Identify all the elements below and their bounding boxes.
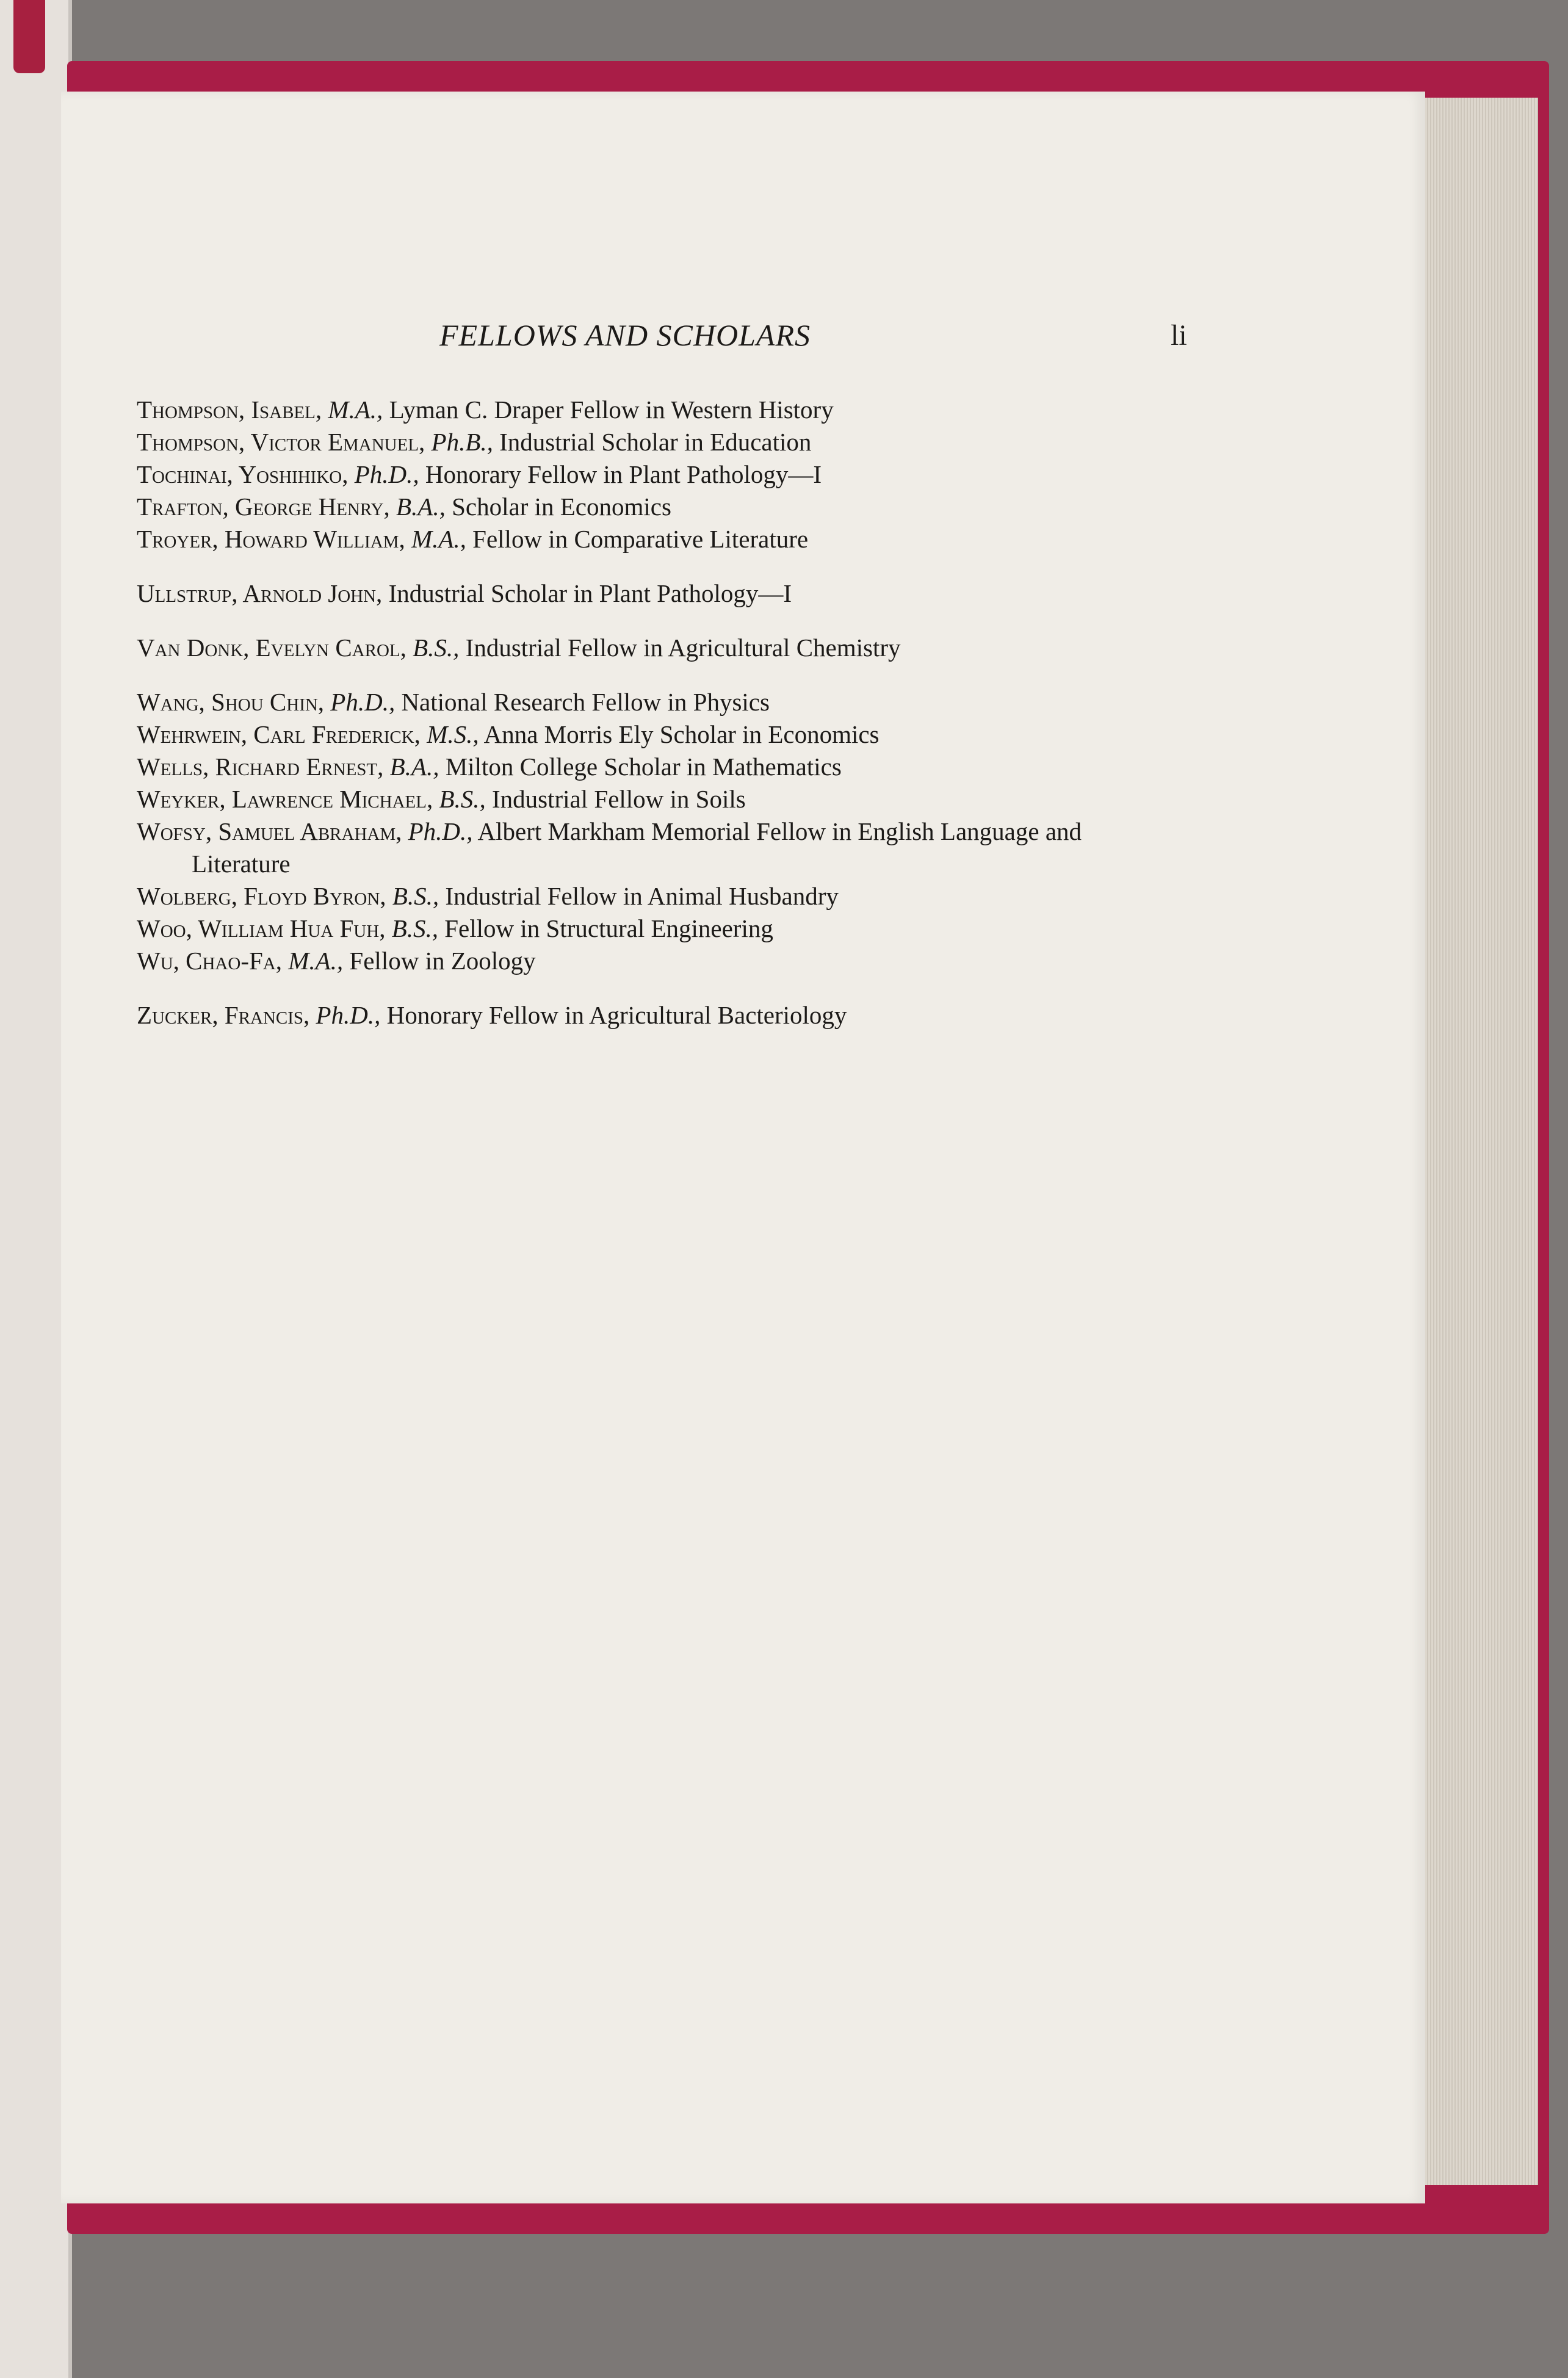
list-item: Thompson, Isabel, M.A., Lyman C. Draper Fellow in Western History [137, 396, 834, 424]
list-item: Wolberg, Floyd Byron, B.S., Industrial Fellow in Animal Husbandry [137, 882, 839, 910]
running-header: FELLOWS AND SCHOLARS [439, 318, 811, 352]
list-item: Troyer, Howard William, M.A., Fellow in Comparative Literature [137, 525, 809, 553]
list-item: Trafton, George Henry, B.A., Scholar in Economics [137, 493, 671, 521]
list-item: Van Donk, Evelyn Carol, B.S., Industrial Fellow in Agricultural Chemistry [137, 634, 901, 662]
list-item: Wofsy, Samuel Abraham, Ph.D., Albert Markham Memorial Fellow in English Language and Literature [137, 817, 1082, 878]
fellows-list [137, 394, 1162, 1032]
list-item: Wells, Richard Ernest, B.A., Milton College Scholar in Mathematics [137, 753, 842, 781]
bookmark-ribbon [13, 0, 45, 73]
list-item: Tochinai, Yoshihiko, Ph.D., Honorary Fellow in Plant Pathology—I [137, 460, 822, 488]
page-number: li [1171, 319, 1187, 352]
list-item: Ullstrup, Arnold John, Industrial Scholar in Plant Pathology—I [137, 579, 792, 607]
list-item: Wang, Shou Chin, Ph.D., National Research Fellow in Physics [137, 688, 770, 716]
list-item: Wehrwein, Carl Frederick, M.S., Anna Morris Ely Scholar in Economics [137, 720, 880, 748]
list-item: Thompson, Victor Emanuel, Ph.B., Industrial Scholar in Education [137, 428, 812, 456]
show-through-text [1343, 665, 1568, 2130]
list-item: Wu, Chao-Fa, M.A., Fellow in Zoology [137, 947, 536, 975]
list-item: Woo, William Hua Fuh, B.S., Fellow in Structural Engineering [137, 914, 773, 942]
list-item: Weyker, Lawrence Michael, B.S., Industrial Fellow in Soils [137, 785, 746, 813]
list-item: Zucker, Francis, Ph.D., Honorary Fellow in Agricultural Bacteriology [137, 1001, 847, 1029]
